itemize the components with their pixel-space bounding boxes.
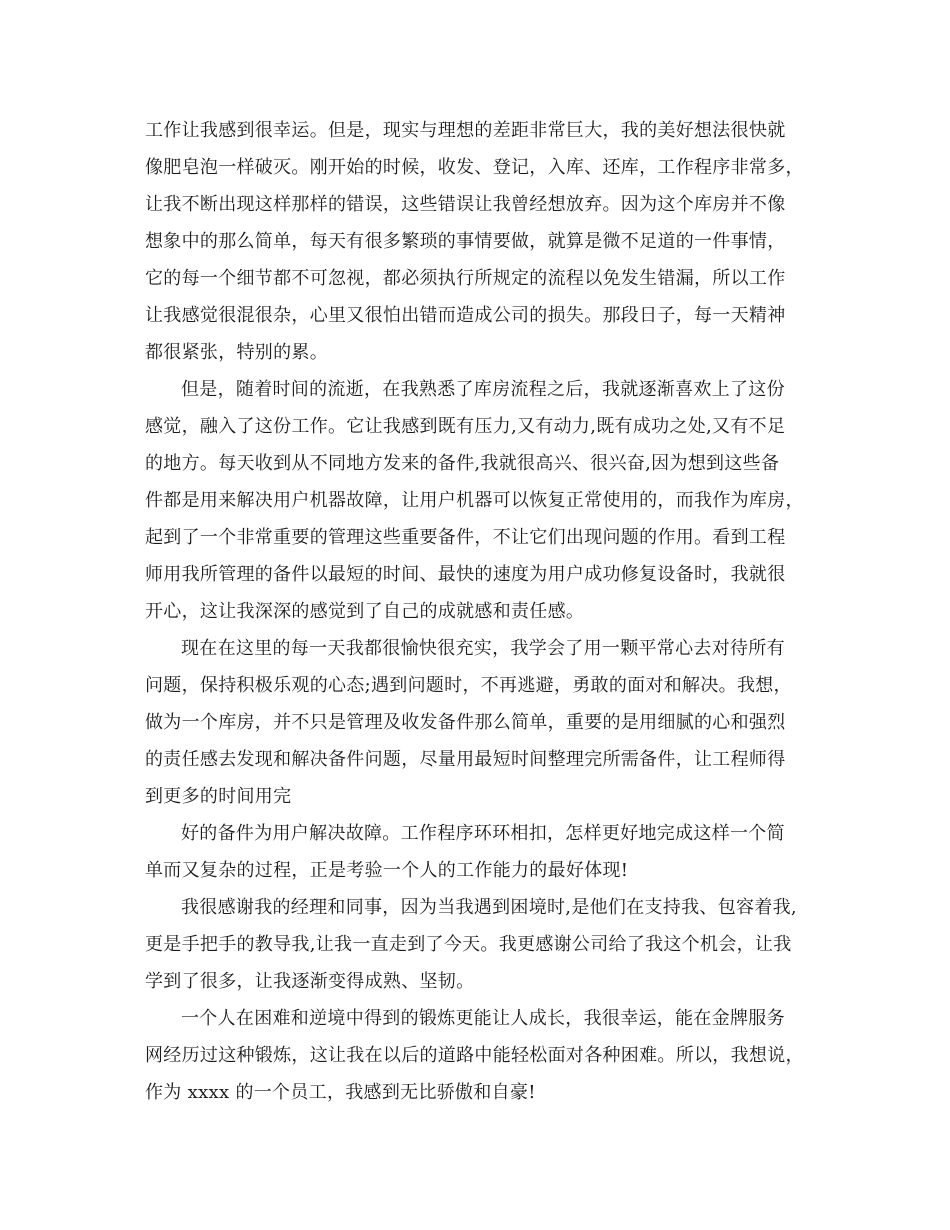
text-line: 开心，这让我深深的感觉到了自己的成就感和责任感。 <box>145 601 585 622</box>
paragraph-first-line: 现在在这里的每一天我都很愉快很充实，我学会了用一颗平常心去对待所有 <box>181 638 785 659</box>
text-line: 的责任感去发现和解决备件问题，尽量用最短时间整理完所需备件，让工程师得 <box>145 749 786 770</box>
text-line: 做为一个库房，并不只是管理及收发备件那么简单，重要的是用细腻的心和强烈 <box>145 712 786 733</box>
paragraph-first-line: 一个人在困难和逆境中得到的锻炼更能让人成长，我很幸运，能在金牌服务 <box>181 1008 785 1029</box>
text-line: 问题，保持积极乐观的心态;遇到问题时，不再逃避，勇敢的面对和解决。我想， <box>145 675 792 696</box>
text-line: 感觉，融入了这份工作。它让我感到既有压力,又有动力,既有成功之处,又有不足 <box>145 416 786 437</box>
text-line: 到更多的时间用完 <box>145 786 292 807</box>
text-line: 让我感觉很混很杂，心里又很怕出错而造成公司的损失。那段日子，每一天精神 <box>145 305 786 326</box>
text-line: 它的每一个细节都不可忽视，都必须执行所规定的流程以免发生错漏，所以工作 <box>145 268 786 289</box>
text-line: 想象中的那么简单，每天有很多繁琐的事情要做，就算是微不足道的一件事情， <box>145 231 786 252</box>
paragraph-first-line: 但是，随着时间的流逝，在我熟悉了库房流程之后，我就逐渐喜欢上了这份 <box>181 379 785 400</box>
document-body <box>145 112 815 1111</box>
paragraph-first-line: 好的备件为用户解决故障。工作程序环环相扣，怎样更好地完成这样一个简 <box>181 823 785 844</box>
text-line: 像肥皂泡一样破灭。刚开始的时候，收发、登记，入库、还库，工作程序非常多， <box>145 157 804 178</box>
text-line: 件都是用来解决用户机器故障，让用户机器可以恢复正常使用的，而我作为库房， <box>145 490 804 511</box>
text-line: 更是手把手的教导我,让我一直走到了今天。我更感谢公司给了我这个机会，让我 <box>145 934 792 955</box>
text-line: 作为 xxxx 的一个员工，我感到无比骄傲和自豪! <box>145 1082 536 1103</box>
text-line: 网经历过这种锻炼，这让我在以后的道路中能轻松面对各种困难。所以，我想说， <box>145 1045 804 1066</box>
paragraph-first-line: 我很感谢我的经理和同事，因为当我遇到困境时,是他们在支持我、包容着我, <box>181 897 797 918</box>
text-line: 工作让我感到很幸运。但是，现实与理想的差距非常巨大，我的美好想法很快就 <box>145 120 786 141</box>
text-line: 让我不断出现这样那样的错误，这些错误让我曾经想放弃。因为这个库房并不像 <box>145 194 786 215</box>
text-line: 的地方。每天收到从不同地方发来的备件,我就很高兴、很兴奋,因为想到这些备 <box>145 453 780 474</box>
text-line: 学到了很多，让我逐渐变得成熟、坚韧。 <box>145 971 475 992</box>
text-line: 都很紧张，特别的累。 <box>145 342 328 363</box>
text-line: 师用我所管理的备件以最短的时间、最快的速度为用户成功修复设备时，我就很 <box>145 564 786 585</box>
text-line: 起到了一个非常重要的管理这些重要备件，不让它们出现问题的作用。看到工程 <box>145 527 786 548</box>
text-line: 单而又复杂的过程，正是考验一个人的工作能力的最好体现! <box>145 860 629 881</box>
